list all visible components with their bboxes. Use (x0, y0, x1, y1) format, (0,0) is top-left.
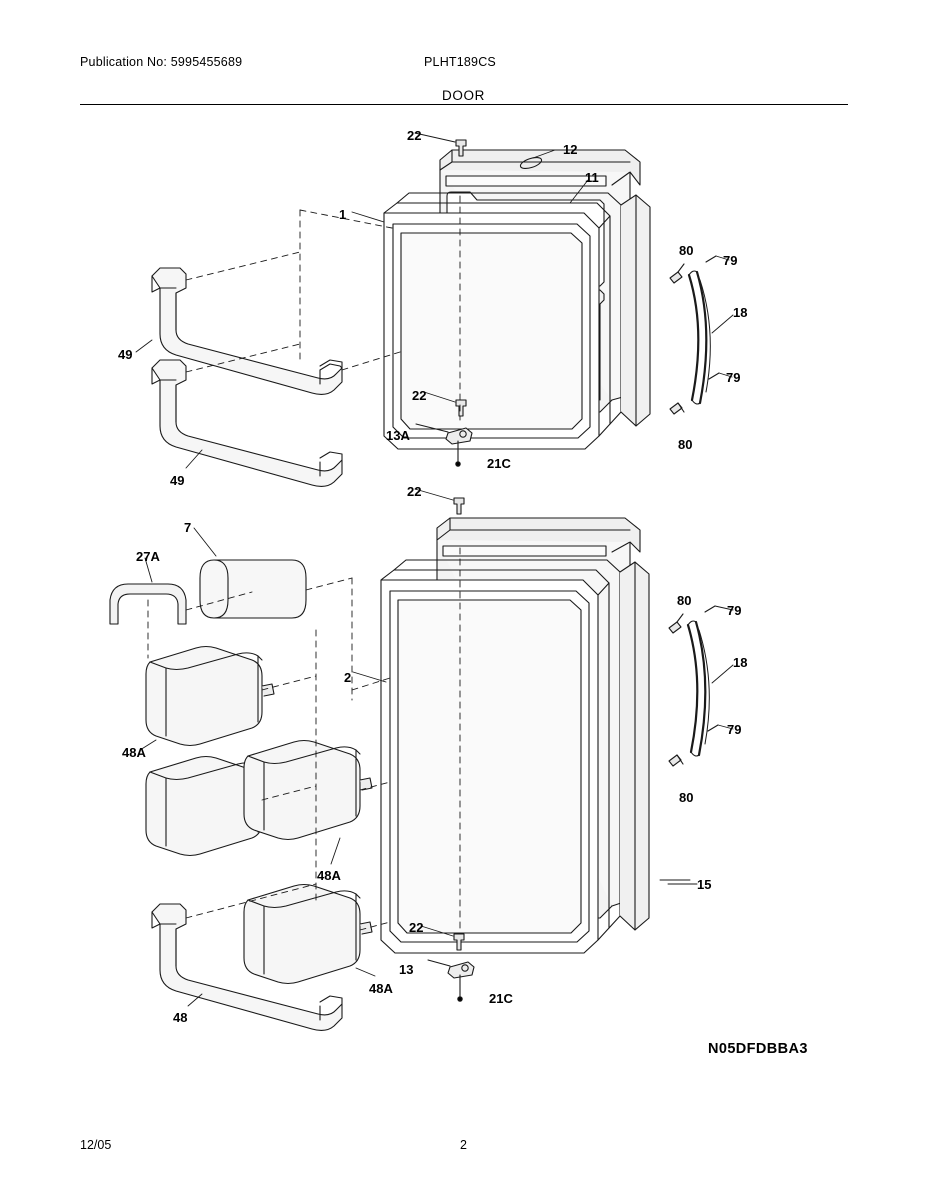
callout-49-b: 49 (170, 473, 185, 488)
callout-18-a: 18 (733, 305, 748, 320)
callout-80-d: 80 (679, 790, 694, 805)
callout-48: 48 (173, 1010, 188, 1025)
footer-date: 12/05 (80, 1138, 112, 1152)
callout-2: 2 (344, 670, 352, 685)
callout-13: 13 (399, 962, 414, 977)
callout-12: 12 (563, 142, 578, 157)
callout-21c-a: 21C (487, 456, 511, 471)
callout-49-a: 49 (118, 347, 133, 362)
callout-13a: 13A (386, 428, 410, 443)
callout-22-c: 22 (407, 484, 422, 499)
callout-48a-a: 48A (122, 745, 146, 760)
callout-22-b: 22 (412, 388, 427, 403)
callout-79-b: 79 (726, 370, 741, 385)
callout-11: 11 (585, 170, 599, 185)
callout-80-a: 80 (679, 243, 694, 258)
callout-22: 22 (407, 128, 422, 143)
drawing-code: N05DFDBBA3 (708, 1041, 808, 1057)
callout-18-b: 18 (733, 655, 748, 670)
callout-79-a: 79 (723, 253, 738, 268)
callout-80-c: 80 (677, 593, 692, 608)
model-number: PLHT189CS (424, 55, 496, 69)
callout-7: 7 (184, 520, 192, 535)
footer-page-number: 2 (460, 1138, 467, 1152)
publication-number: Publication No: 5995455689 (80, 55, 243, 69)
callout-48a-b: 48A (317, 868, 341, 883)
page-title: DOOR (442, 88, 485, 103)
callout-79-d: 79 (727, 722, 742, 737)
callout-21c-b: 21C (489, 991, 513, 1006)
callout-80-b: 80 (678, 437, 693, 452)
callout-27a: 27A (136, 549, 160, 564)
callout-48a-c: 48A (369, 981, 393, 996)
callout-1: 1 (339, 207, 347, 222)
callout-22-d: 22 (409, 920, 424, 935)
callout-79-c: 79 (727, 603, 742, 618)
callout-15: 15 (697, 877, 712, 892)
